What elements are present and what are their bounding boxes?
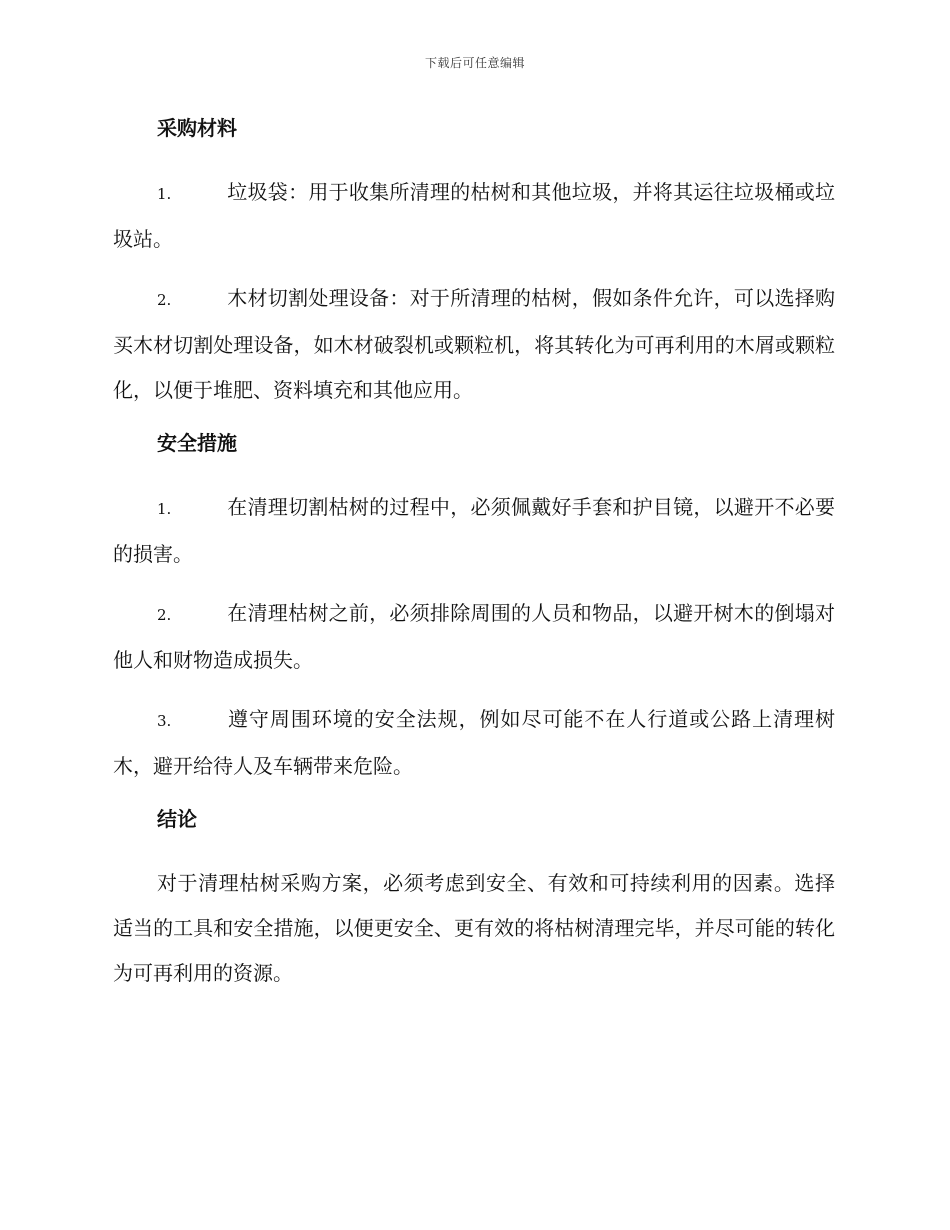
list-item [113,485,835,577]
conclusion-paragraph: 对于清理枯树采购方案，必须考虑到安全、有效和可持续利用的因素。选择适当的工具和安全措施，以便更安全、更有效的将枯树清理完毕，并尽可能的转化为可再利用的资源。 [113,871,835,985]
item-number: 2. [157,606,172,624]
item-number: 1. [157,500,172,518]
item-text: 在清理切割枯树的过程中，必须佩戴好手套和护目镜，以避开不必要的损害。 [113,495,835,566]
item-text: 垃圾袋：用于收集所清理的枯树和其他垃圾，并将其运往垃圾桶或垃圾站。 [113,180,835,251]
list-item [113,697,835,789]
item-number: 2. [157,291,172,309]
section-heading-procurement: 采购材料 [157,116,237,140]
item-number: 1. [157,185,172,203]
list-item [113,591,835,683]
item-text: 木材切割处理设备：对于所清理的枯树，假如条件允许，可以选择购买木材切割处理设备，如木材破裂机或颗粒机，将其转化为可再利用的木屑或颗粒化，以便于堆肥、资料填充和其他应用。 [113,286,835,402]
item-number: 3. [157,712,172,730]
list-item [113,170,835,262]
header-note: 下载后可任意编辑 [424,56,525,70]
list-item [113,276,835,413]
section-heading-conclusion: 结论 [157,807,197,831]
section-heading-safety: 安全措施 [157,431,237,455]
document-body [113,112,835,1010]
item-text: 遵守周围环境的安全法规，例如尽可能不在人行道或公路上清理树木，避开给待人及车辆带来危险。 [113,707,835,778]
item-text: 在清理枯树之前，必须排除周围的人员和物品，以避开树木的倒塌对他人和财物造成损失。 [113,601,835,672]
